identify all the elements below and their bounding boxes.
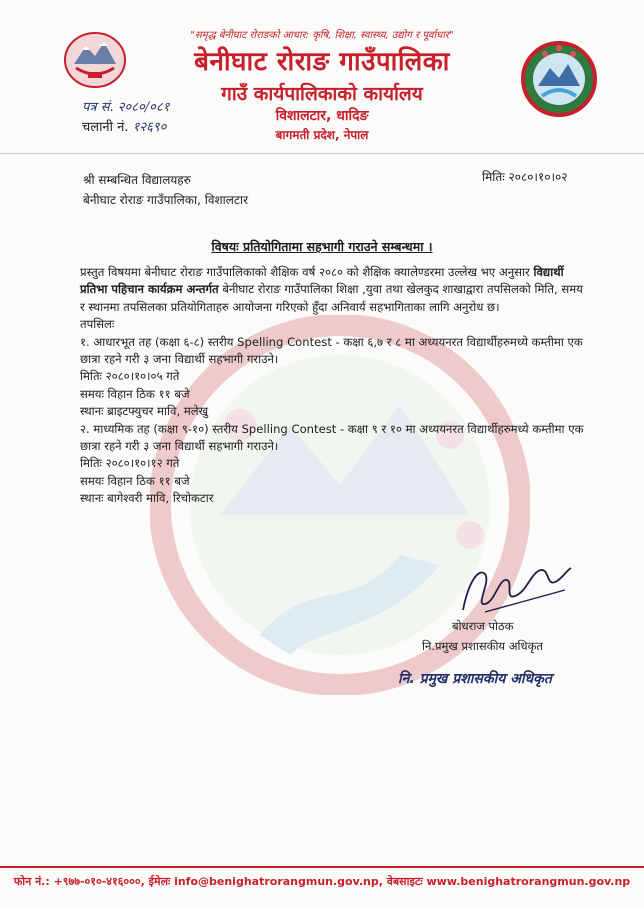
chalani-row [82, 118, 169, 138]
item-1-line: १. आधारभूत तह (कक्षा ६-८) स्तरीय Spelling Contest - कक्षा ६,७ र ८ मा अध्ययनरत विद्यार्थीहरुमध्ये कम्तीमा एक छात्रा रहने गरी ३ जना विद्यार्थी सहभागी गराउने। [80, 334, 583, 367]
item-1-date: मितिः २०८०।१०।०५ गते [80, 369, 180, 384]
item-2-line: २. माध्यमिक तह (कक्षा ९-१०) स्तरीय Spelling Contest - कक्षा ९ र १० मा अध्ययनरत विद्यार्थीहरुमध्ये कम्तीमा एक छात्रा रहने गरी ३ जना विद्यार्थी सहभागी गराउने। [80, 421, 584, 454]
patra-label: पत्र सं. [82, 100, 114, 115]
handwritten-signature [455, 560, 575, 620]
tapasil-heading: तपसिलः [80, 317, 115, 332]
header-divider [0, 153, 644, 154]
item-2-time: समयः विहान ठिक ११ बजे [80, 473, 190, 488]
letter-body [80, 264, 590, 508]
signature-block [422, 616, 543, 656]
subject-line: विषयः प्रतियोगितामा सहभागी गराउने सम्बन्धमा । [211, 239, 433, 254]
office-province: बागमती प्रदेश, नेपाल [275, 128, 369, 142]
chalani-label: चलानी नं. [82, 120, 129, 135]
item-2-place: स्थानः बागेश्वरी मावि, रिचोकटार [80, 491, 214, 506]
intro-text-2: बेनीघाट रोराङ गाउँपालिका शिक्षा ,युवा तथा खेलकुद शाखाद्वारा तपसिलको मिति, समय र स्थानमा तपसिलका प्रतियोगिताहरु आयोजना गरिएको हुँदा अनिवार्य सहभागिताका लागि अनुरोध छ। [80, 282, 583, 314]
org-name: बेनीघाट रोराङ गाउँपालिका [194, 47, 450, 77]
letter-date: मितिः २०८०।१०।०२ [482, 170, 568, 184]
footer-contact: फोन नं.: +९७७-०१०-४१६०००, ईमेलः info@benighatrorangmun.gov.np, वेबसाइटः www.benighatrorangmun.gov.np [13, 875, 631, 888]
item-1-time: समयः विहान ठिक ११ बजे [80, 386, 190, 401]
intro-text-1: प्रस्तुत विषयमा बेनीघाट रोराङ गाउँपालिकाको शैक्षिक वर्ष २०८० को शैक्षिक क्यालेण्डरमा उल्लेख भए अनुसार [80, 265, 530, 279]
reference-block [82, 98, 169, 138]
footer-divider [0, 866, 644, 868]
patra-value: २०८०/०८१ [117, 100, 170, 115]
motto: "समृद्ध बेनीघाट रोराङको आधार: कृषि, शिक्षा, स्वास्थ्य, उद्योग र पूर्वाधार" [190, 30, 454, 41]
intro-bold: विद्यार्थी प्रतिभा पहिचान कार्यक्रम अन्तर्गत [80, 265, 564, 297]
recipient-line-2: बेनीघाट रोराङ गाउँपालिका, विशालटार [83, 193, 248, 207]
item-2-date: मितिः २०८०।१०।१२ गते [80, 456, 180, 471]
intro-paragraph [80, 264, 590, 316]
signatory-name: बोधराज पोठक [452, 619, 514, 633]
recipient-block [83, 170, 248, 210]
official-stamp: नि. प्रमुख प्रशासकीय अधिकृत [398, 671, 552, 687]
office-place: विशालटार, धादिङ [275, 108, 369, 124]
patra-row [82, 98, 169, 118]
office-name: गाउँ कार्यपालिकाको कार्यालय [221, 83, 423, 105]
item-1-place: स्थानः ब्राइटफ्युचर मावि, मलेखु [80, 404, 209, 419]
signatory-title: नि.प्रमुख प्रशासकीय अधिकृत [422, 639, 543, 653]
chalani-value: १२६९० [132, 120, 167, 135]
recipient-line-1: श्री सम्बन्धित विद्यालयहरु [83, 173, 191, 187]
